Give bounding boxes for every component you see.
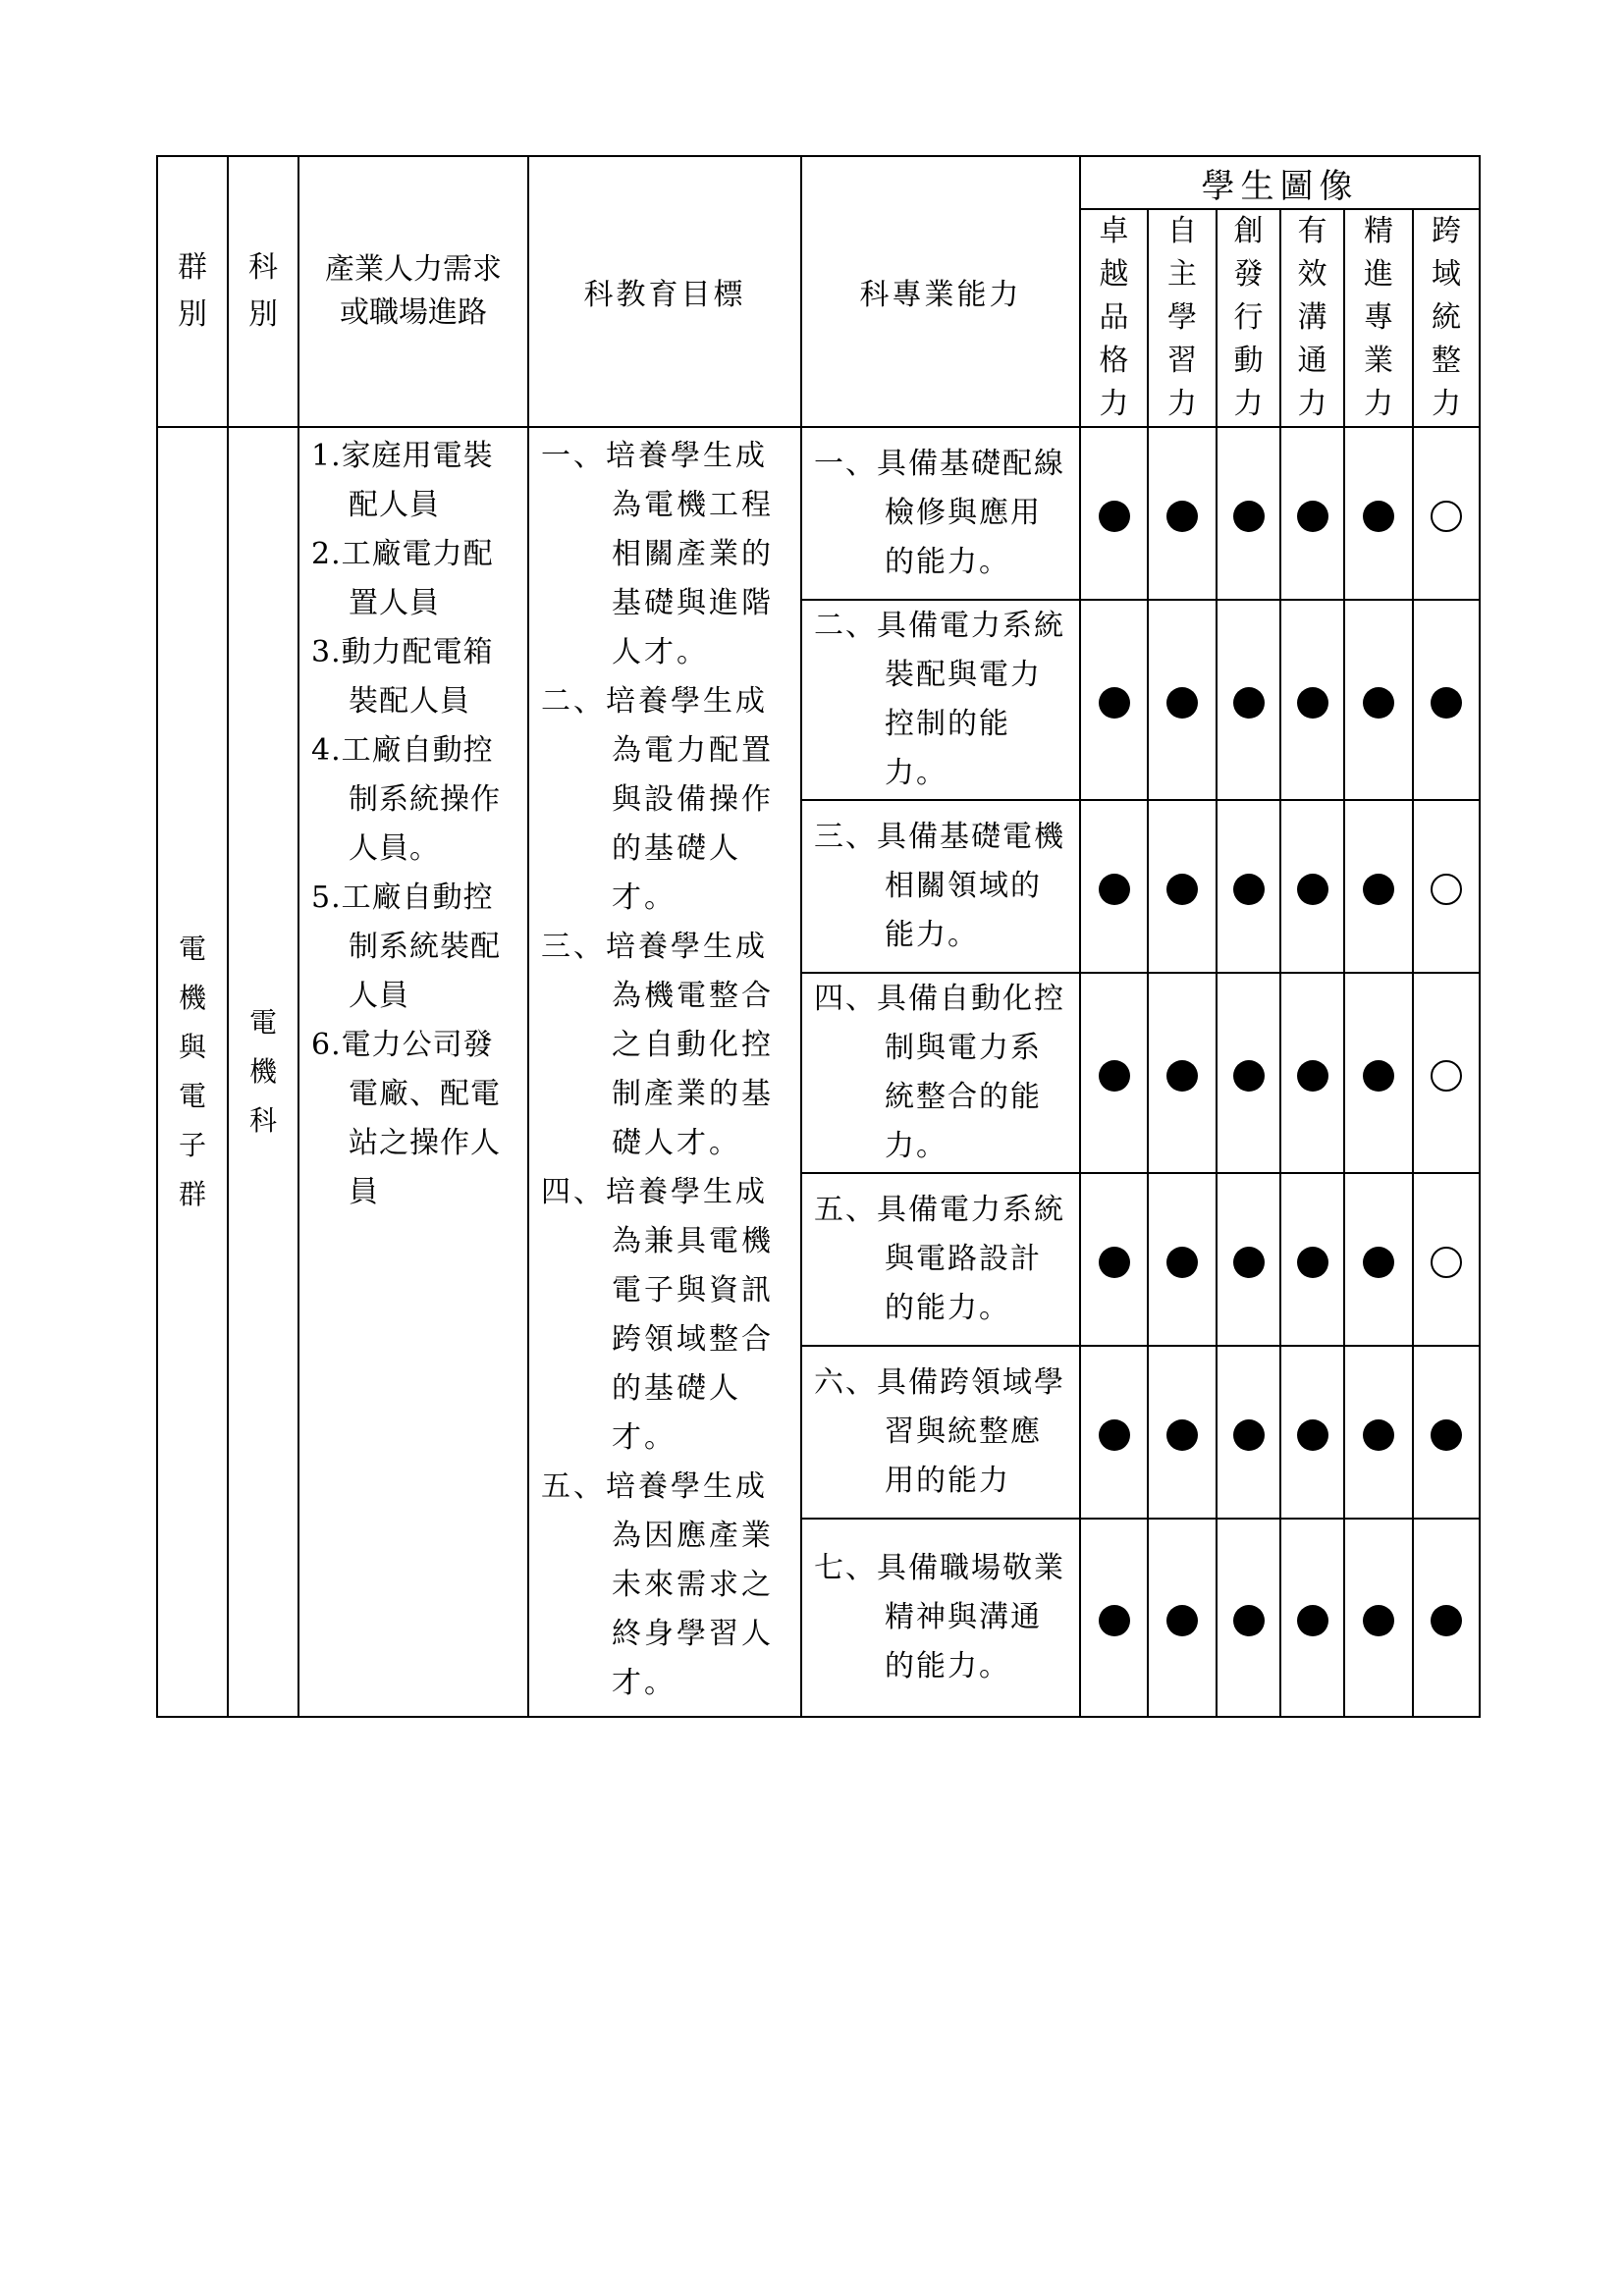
mark-cell [1413,427,1480,600]
mark-cell [1148,1173,1217,1346]
ability-cell [801,800,1080,973]
education-goal-item: 三、培養學生成為機電整合之自動化控制產業的基礎人才。 [541,930,774,1160]
education-goals-cell [528,427,801,1717]
hollow-circle-mark [1431,501,1462,532]
filled-circle-mark [1233,501,1265,532]
filled-circle-mark [1166,1247,1198,1278]
career-path-item: 2.工廠電力配置人員 [311,537,494,620]
mark-cell [1413,600,1480,800]
mark-cell [1280,1346,1344,1519]
mark-cell [1413,973,1480,1173]
filled-circle-mark [1099,1605,1130,1636]
filled-circle-mark [1297,874,1328,905]
mark-cell [1148,1346,1217,1519]
career-path-item: 1.家庭用電裝配人員 [311,439,494,522]
filled-circle-mark [1297,1060,1328,1092]
portrait-item [1080,209,1148,427]
filled-circle-mark [1431,1419,1462,1451]
header-career [298,156,528,427]
filled-circle-mark [1099,1060,1130,1092]
mark-cell [1148,973,1217,1173]
group-cell [157,427,228,1717]
mark-cell [1344,973,1413,1173]
mark-cell [1280,600,1344,800]
education-goal-item: 一、培養學生成為電機工程相關產業的基礎與進階人才。 [541,439,774,669]
mark-cell [1080,1519,1148,1717]
mark-cell [1413,800,1480,973]
mark-cell [1413,1519,1480,1717]
filled-circle-mark [1099,874,1130,905]
portrait-item-text: 精進專業力 [1364,214,1393,421]
career-path-item: 3.動力配電箱裝配人員 [311,635,494,719]
filled-circle-mark [1233,1419,1265,1451]
filled-circle-mark [1363,501,1394,532]
mark-cell [1217,600,1280,800]
competency-table [156,155,1481,1718]
mark-cell [1217,800,1280,973]
portrait-item-text: 創發行動力 [1233,214,1264,421]
mark-cell [1148,1519,1217,1717]
mark-cell [1413,1346,1480,1519]
hollow-circle-mark [1431,1247,1462,1278]
ability-cell [801,1346,1080,1519]
mark-cell [1080,427,1148,600]
filled-circle-mark [1431,687,1462,719]
mark-cell [1217,427,1280,600]
filled-circle-mark [1297,687,1328,719]
filled-circle-mark [1431,1605,1462,1636]
career-path-item: 4.工廠自動控制系統操作人員。 [311,733,501,866]
header-group [157,156,228,427]
portrait-item [1413,209,1480,427]
ability-cell [801,600,1080,800]
filled-circle-mark [1233,874,1265,905]
department-cell [228,427,298,1717]
filled-circle-mark [1166,1605,1198,1636]
portrait-item [1344,209,1413,427]
mark-cell [1344,600,1413,800]
career-path-item: 6.電力公司發電廠、配電站之操作人員 [311,1028,501,1209]
filled-circle-mark [1166,1060,1198,1092]
department-name: 電機科 [248,1006,277,1137]
mark-cell [1080,600,1148,800]
career-path-item: 5.工廠自動控制系統裝配人員 [311,881,501,1013]
career-paths-cell [298,427,528,1717]
mark-cell [1344,1346,1413,1519]
filled-circle-mark [1166,874,1198,905]
ability-cell [801,1173,1080,1346]
filled-circle-mark [1099,1419,1130,1451]
hollow-circle-mark [1431,1060,1462,1092]
filled-circle-mark [1233,1247,1265,1278]
education-goal-item: 五、培養學生成為因應產業未來需求之終身學習人才。 [541,1469,774,1700]
filled-circle-mark [1099,687,1130,719]
ability-text: 一、具備基礎配線檢修與應用的能力。 [814,447,1065,579]
filled-circle-mark [1297,1419,1328,1451]
header-career-line1: 產業人力需求 [325,252,502,287]
filled-circle-mark [1363,1247,1394,1278]
mark-cell [1344,1173,1413,1346]
filled-circle-mark [1363,687,1394,719]
mark-cell [1344,1519,1413,1717]
mark-cell [1217,1346,1280,1519]
mark-cell [1344,800,1413,973]
mark-cell [1280,1173,1344,1346]
filled-circle-mark [1363,1605,1394,1636]
ability-text: 四、具備自動化控制與電力系統整合的能力。 [814,982,1065,1163]
portrait-item-text: 卓越品格力 [1099,214,1129,421]
header-department [228,156,298,427]
ability-cell [801,427,1080,600]
filled-circle-mark [1297,1605,1328,1636]
filled-circle-mark [1297,1247,1328,1278]
filled-circle-mark [1363,1060,1394,1092]
mark-cell [1280,973,1344,1173]
filled-circle-mark [1099,501,1130,532]
mark-cell [1080,973,1148,1173]
filled-circle-mark [1099,1247,1130,1278]
header-goals: 科教育目標 [528,156,801,427]
portrait-item [1217,209,1280,427]
ability-text: 三、具備基礎電機相關領域的能力。 [814,820,1065,952]
filled-circle-mark [1233,687,1265,719]
portrait-item-text: 自主學習力 [1167,214,1197,421]
header-abilities: 科專業能力 [801,156,1080,427]
portrait-item [1148,209,1217,427]
mark-cell [1080,800,1148,973]
ability-cell [801,1519,1080,1717]
hollow-circle-mark [1431,874,1462,905]
mark-cell [1148,800,1217,973]
mark-cell [1217,1519,1280,1717]
portrait-item-text: 有效溝通力 [1297,214,1327,421]
mark-cell [1080,1346,1148,1519]
education-goal-item: 二、培養學生成為電力配置與設備操作的基礎人才。 [541,684,774,915]
header-group-text: 群別 [178,250,207,332]
ability-text: 七、具備職場敬業精神與溝通的能力。 [814,1551,1065,1683]
ability-cell [801,973,1080,1173]
mark-cell [1280,427,1344,600]
header-portrait: 學生圖像 [1080,156,1480,209]
mark-cell [1217,973,1280,1173]
filled-circle-mark [1363,874,1394,905]
filled-circle-mark [1166,1419,1198,1451]
mark-cell [1217,1173,1280,1346]
filled-circle-mark [1233,1060,1265,1092]
filled-circle-mark [1233,1605,1265,1636]
ability-text: 二、具備電力系統裝配與電力控制的能力。 [814,609,1065,790]
filled-circle-mark [1166,687,1198,719]
mark-cell [1148,427,1217,600]
mark-cell [1148,600,1217,800]
header-department-text: 科別 [248,250,278,332]
portrait-item [1280,209,1344,427]
filled-circle-mark [1166,501,1198,532]
filled-circle-mark [1363,1419,1394,1451]
filled-circle-mark [1297,501,1328,532]
portrait-item-text: 跨域統整力 [1432,214,1461,421]
header-career-line2: 或職場進路 [340,295,487,330]
ability-text: 五、具備電力系統與電路設計的能力。 [814,1193,1065,1325]
mark-cell [1280,1519,1344,1717]
mark-cell [1413,1173,1480,1346]
mark-cell [1080,1173,1148,1346]
mark-cell [1280,800,1344,973]
mark-cell [1344,427,1413,600]
ability-text: 六、具備跨領域學習與統整應用的能力 [814,1365,1065,1498]
group-name: 電機與電子群 [178,933,206,1210]
education-goal-item: 四、培養學生成為兼具電機電子與資訊跨領域整合的基礎人才。 [541,1175,774,1455]
